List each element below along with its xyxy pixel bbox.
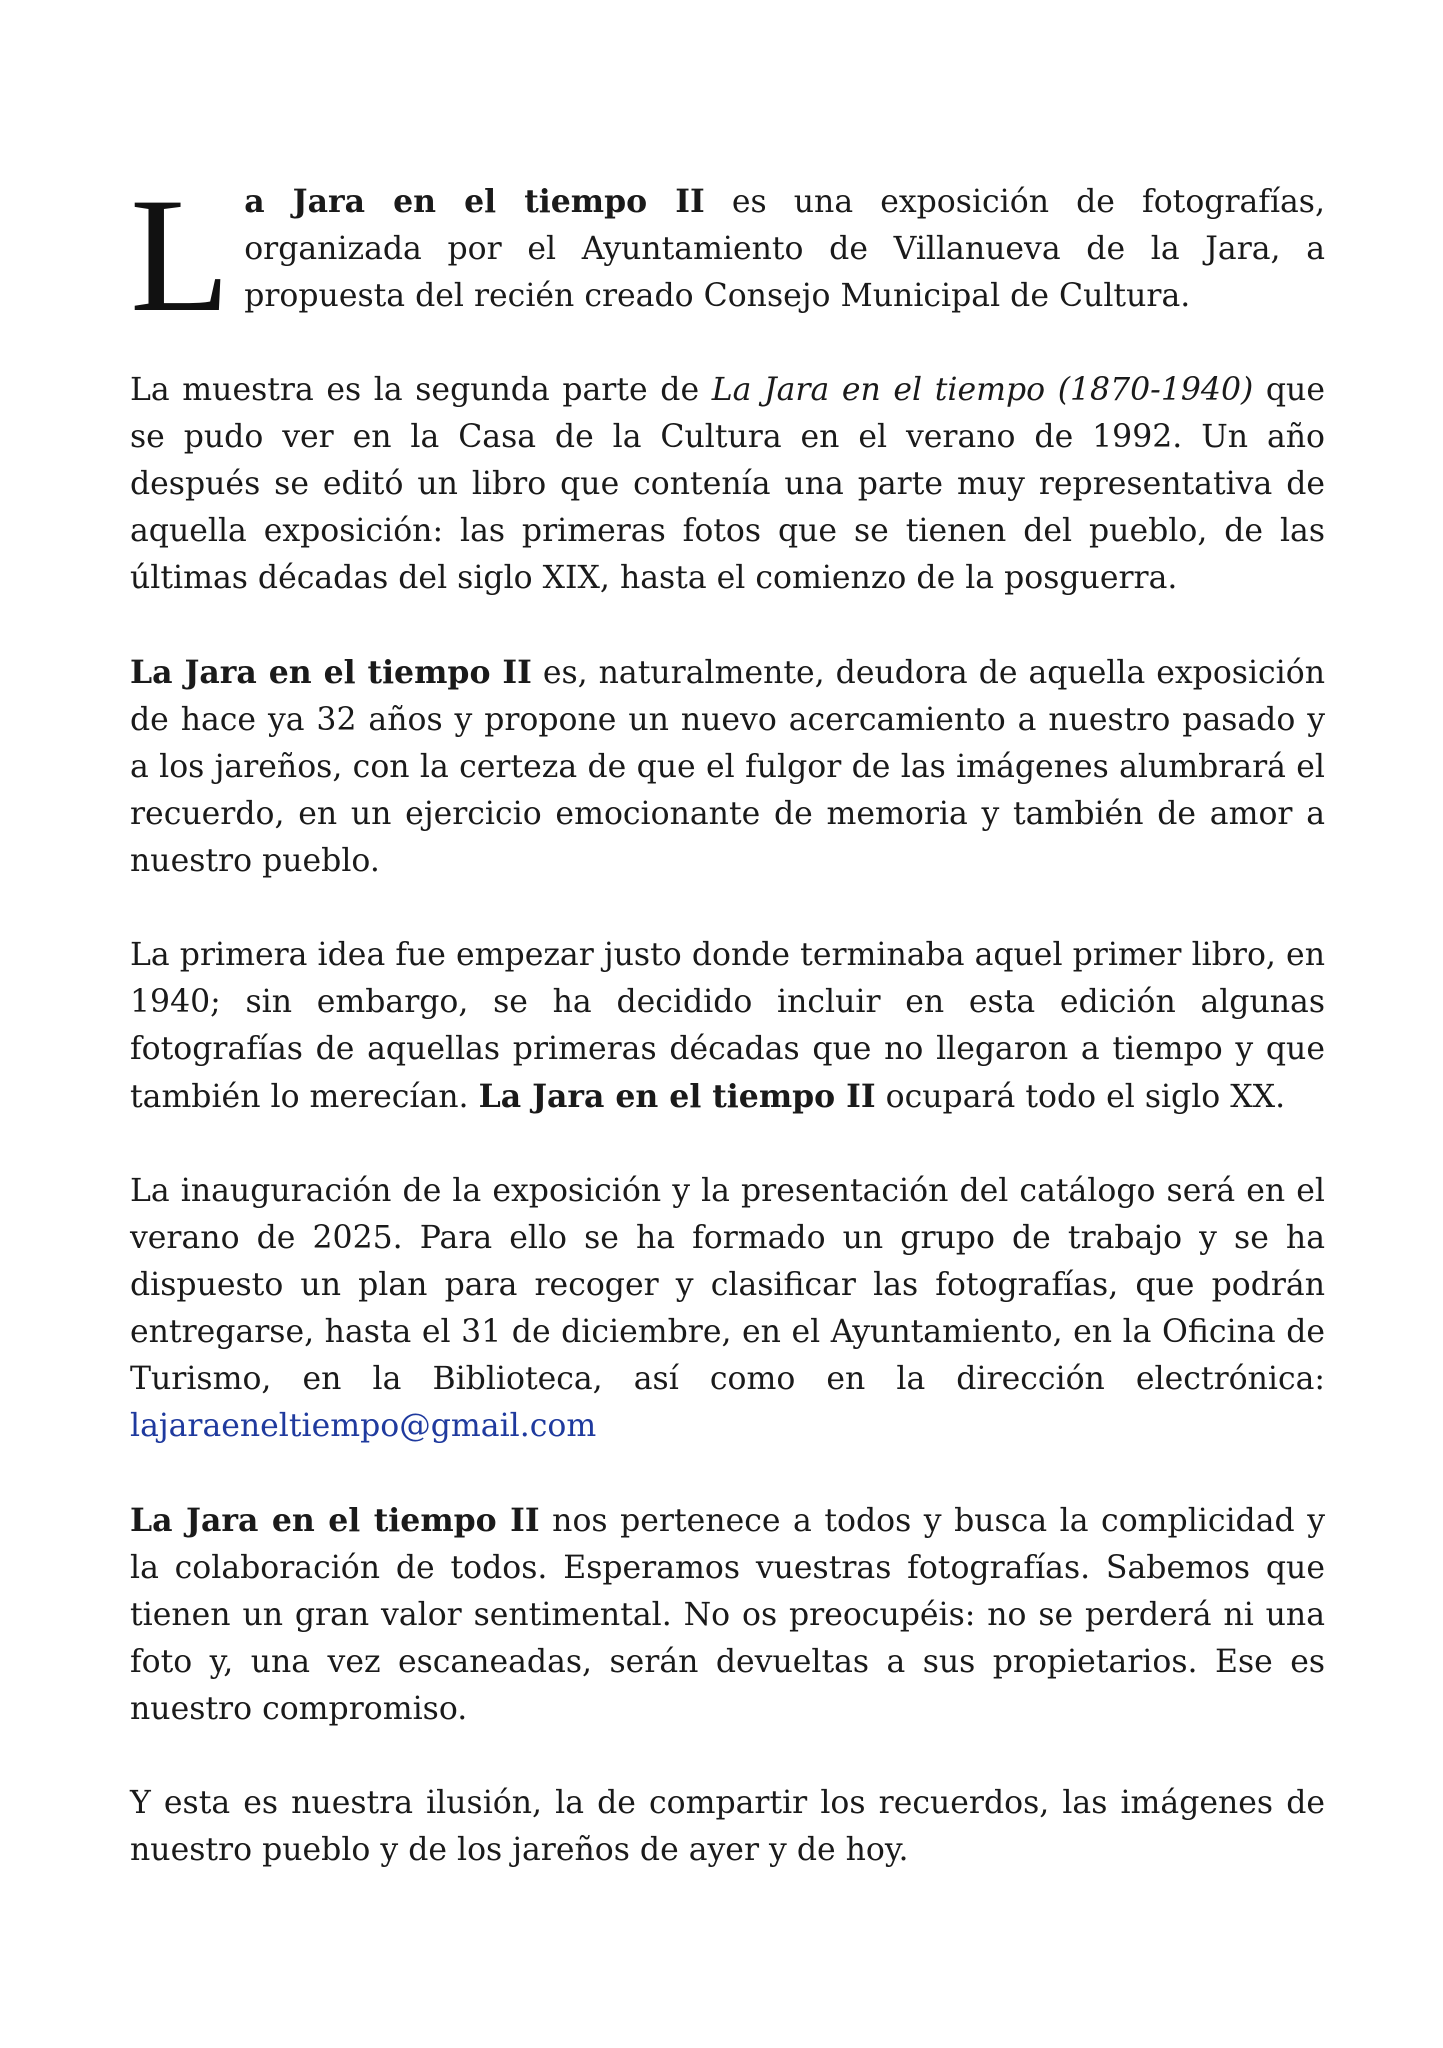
- paragraph-call-to-action: [130, 1497, 1325, 1733]
- document-page: [130, 165, 1325, 1921]
- previous-exhibition-title: La Jara en el tiempo (1870-1940): [711, 372, 1254, 408]
- email-link[interactable]: lajaraeneltiempo@gmail.com: [130, 1408, 597, 1444]
- paragraph-history: [130, 367, 1325, 602]
- drop-cap: L: [130, 165, 231, 346]
- paragraph-scope: [130, 932, 1325, 1121]
- exhibition-title: La Jara en el tiempo II: [478, 1078, 876, 1115]
- paragraph-text: es, naturalmente, deudora de aquella exposición de hace ya 32 años y propone un nuevo acercamiento a nuestro pasado y a los jareños, con la certeza de que el fulgor de las imágenes alumbrará el recuerdo, en un ejercicio emocionante de memoria y también de amor a nuestro pueblo.: [130, 655, 1325, 879]
- paragraph-text: La primera idea fue empezar justo donde terminaba aquel primer libro, en 1940; sin embargo, se ha decidido incluir en esta edición algunas fotografías de aquellas primeras décadas que no llegaron a tiempo y que también lo merecían.: [130, 937, 1325, 1115]
- paragraph-text: nos pertenece a todos y busca la complicidad y la colaboración de todos. Esperamos vuestras fotografías. Sabemos que tienen un gran valor sentimental. No os preocupéis: no se perderá ni una foto y, una vez escaneadas, serán devueltas a sus propietarios. Ese es nuestro compromiso.: [130, 1503, 1325, 1727]
- paragraph-intro: [130, 165, 1325, 346]
- exhibition-title: a Jara en el tiempo II: [244, 183, 705, 220]
- paragraph-text: Y esta es nuestra ilusión, la de compartir los recuerdos, las imágenes de nuestro pueblo y de los jareños de ayer y de hoy.: [130, 1785, 1325, 1868]
- paragraph-text: ocupará todo el siglo XX.: [875, 1079, 1286, 1115]
- paragraph-text: es una exposición de fotografías, organizada por el Ayuntamiento de Villanueva de la Jara, a propuesta del recién creado Consejo Municipal de Cultura.: [244, 184, 1325, 314]
- paragraph-purpose: [130, 649, 1325, 885]
- paragraph-closing: [130, 1780, 1325, 1874]
- paragraph-text: que se pudo ver en la Casa de la Cultura en el verano de 1992. Un año después se editó un libro que contenía una parte muy representativa de aquella exposición: las primeras fotos que se tienen del pueblo, de las últimas décadas del siglo XIX, hasta el comienzo de la posguerra.: [130, 372, 1325, 596]
- paragraph-schedule: [130, 1168, 1325, 1450]
- exhibition-title: La Jara en el tiempo II: [130, 654, 532, 691]
- paragraph-text: La inauguración de la exposición y la presentación del catálogo será en el verano de 2025. Para ello se ha formado un grupo de trabajo y se ha dispuesto un plan para recoger y clasificar las fotografías, que podrán entregarse, hasta el 31 de diciembre, en el Ayuntamiento, en la Oficina de Turismo, en la Biblioteca, así como en la dirección electrónica:: [130, 1173, 1325, 1397]
- paragraph-text: La muestra es la segunda parte de: [130, 372, 712, 408]
- exhibition-title: La Jara en el tiempo II: [130, 1502, 540, 1539]
